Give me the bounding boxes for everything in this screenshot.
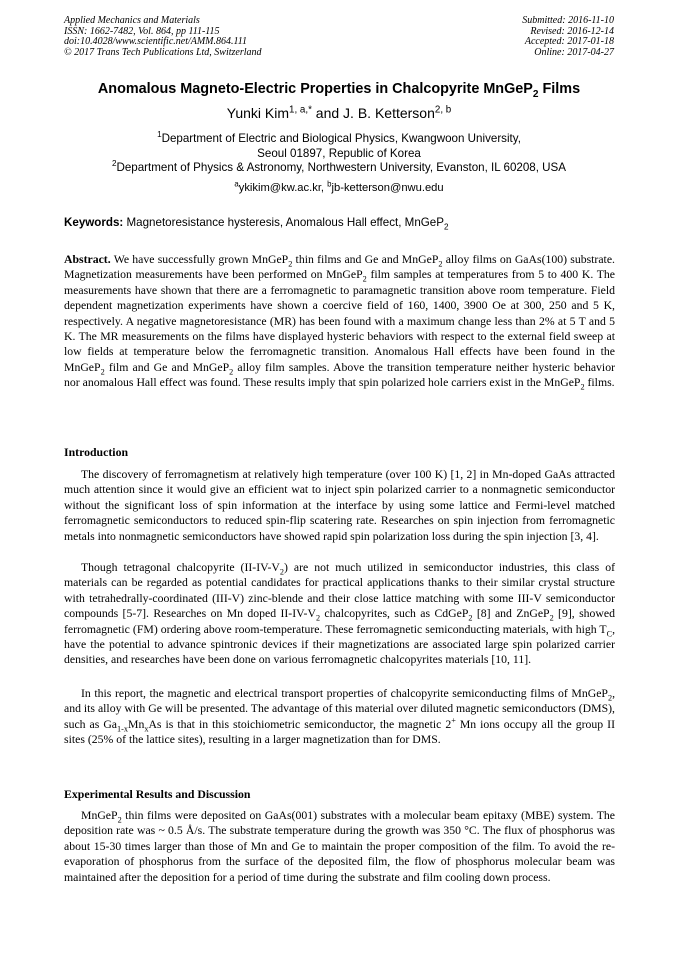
journal-doi: doi:10.4028/www.scientific.net/AMM.864.111 <box>64 36 248 47</box>
exp-text: thin films were deposited on GaAs(001) substrates with a molecular beam epitaxy (MBE) system. The deposition rate was ~ 0.5 Å/s. The substrate temperature during the growth was 350 °C. The flux of phosphorus was about 15-30 times larger than those of Mn and Ge to maintain the proper composition of the film. To avoid the re-evaporation of phosphorus from the surface of the deposited film, the flow of phosphorus molecular beam was maintained after the deposition for a period of time during the substrate and film cooling down process. <box>64 809 615 884</box>
email-b-mark: b <box>327 179 332 189</box>
intro-text: ) are not much utilized in semiconductor industries, this class of materials can be regarded as potential candidates for practical applications thanks to their similar crystal structure with tetrahedrally-coordinated (III-V) zinc-blende and their close lattice matching with some III-V semiconductor compounds [5-7]. Researches on Mn doped II-IV-V <box>64 561 616 621</box>
intro-text: In this report, the magnetic and electrical transport properties of chalcopyrite semiconducting films of MnGeP <box>81 687 608 700</box>
sub-2: 2 <box>279 567 285 577</box>
sub-c: C <box>606 628 613 638</box>
intro-text: Mn <box>128 717 145 731</box>
journal-issn: ISSN: 1662-7482, Vol. 864, pp 111-115 <box>64 25 220 37</box>
section-heading-experimental: Experimental Results and Discussion <box>64 787 251 801</box>
publication-dates <box>374 16 614 58</box>
author-second-marks: 2, b <box>434 104 452 116</box>
abstract-text: thin films and Ge and MnGeP <box>292 253 439 266</box>
journal-info <box>64 16 364 58</box>
affiliation-2-text: Department of Physics & Astronomy, Northwestern University, Evanston, IL 60208, USA <box>116 161 567 174</box>
abstract <box>64 252 615 391</box>
affiliation-1 <box>40 131 638 161</box>
intro-text: , have the potential to advance spintronic devices if their magnetizations are associated large spin polarized carrier densities, and researches have been done on various ferromagnetic chalcopyrites materials [10, 11]. <box>64 622 615 667</box>
experimental-paragraph-1 <box>64 808 615 885</box>
sub-2: 2 <box>100 367 105 377</box>
intro-text: chalcopyrites, such as CdGeP <box>320 607 469 621</box>
intro-text: [8] and ZnGeP <box>472 607 550 621</box>
abstract-text: film samples at temperatures from 5 to 400 K. The measurements have shown that there are a ferromagnetic to paramagnetic transition above room temperature. Field dependent magnetization experiments have shown a coercive field of 160, 1400, 3900 Oe at 300, 250 and 5 K, respectively. A negative magnetoresistance (MR) has been found with a maximum change less than 2% at 5 T and 5 K. The MR measurements on the films have displayed hysteric behaviors with respect to the external field sweep at low fields at temperature below the ferromagnetic transition. Anomalous Hall effects have been found in the MnGeP <box>64 268 615 374</box>
keywords <box>64 215 616 230</box>
sub-2: 2 <box>438 259 443 269</box>
date-online: Online: 2017-04-27 <box>534 46 614 58</box>
sub-2: 2 <box>315 613 321 623</box>
author-first-marks: 1, a,* <box>289 104 312 116</box>
intro-paragraph-1: The discovery of ferromagnetism at relatively high temperature (over 100 K) [1, 2] in Mn-doped GaAs attracted much attention since it would give an efficient wat to inject spin polarized carrier to a nonmagnetic semiconductor without the significant loss of spin information at the interface by using some lattice and Fermi-level matched ferromagnetic semiconductors to reduced spin-flip scatering rate. Researches on spin injection from ferromagnetic metals into nonmagnetic semiconductors have showed rapid spin polarization loss during the spin injection [3, 4]. <box>64 468 615 543</box>
email-a: ykikim@kw.ac.kr, <box>238 182 328 194</box>
abstract-text: films. <box>584 376 615 390</box>
sub-2: 2 <box>362 274 367 284</box>
journal-name: Applied Mechanics and Materials <box>64 15 200 26</box>
sub-x: x <box>144 724 149 734</box>
keywords-text: Magnetoresistance hysteresis, Anomalous Hall effect, MnGeP <box>123 216 444 229</box>
affiliation-2-mark: 2 <box>111 159 117 169</box>
sup-plus: + <box>451 715 456 725</box>
sub-2: 2 <box>607 693 613 703</box>
title-main: Anomalous Magneto-Electric Properties in Chalcopyrite MnGeP <box>97 81 533 97</box>
section-heading-introduction: Introduction <box>64 445 129 459</box>
exp-text: MnGeP <box>81 809 118 822</box>
keywords-label: Keywords: <box>64 216 124 229</box>
title-sub: 2 <box>532 88 539 100</box>
affiliation-1-text: Department of Electric and Biological Physics, Kwangwoon University, <box>161 132 521 145</box>
email-a-mark: a <box>234 179 239 189</box>
date-revised: Revised: 2016-12-14 <box>530 25 614 37</box>
journal-copyright: © 2017 Trans Tech Publications Ltd, Switzerland <box>64 46 262 58</box>
date-accepted: Accepted: 2017-01-18 <box>524 36 614 47</box>
author-emails <box>40 181 638 195</box>
affiliation-1-mark: 1 <box>157 130 162 140</box>
sub-2: 2 <box>549 613 554 623</box>
date-submitted: Submitted: 2016-11-10 <box>522 15 614 26</box>
abstract-text: alloy films on GaAs(100) substrate. Magnetization measurements have been performed on MnGeP <box>64 253 615 282</box>
intro-text: [9], showed ferromagnetic (FM) ordering above room-temperature. These ferromagnetic semiconducting materials, with high T <box>64 607 615 636</box>
intro-paragraph-2 <box>64 560 615 668</box>
sub-2: 2 <box>468 613 473 623</box>
abstract-text: film and Ge and MnGeP <box>104 360 230 374</box>
keywords-sub: 2 <box>443 222 449 232</box>
paper-title <box>40 80 638 98</box>
sub-1-x: 1-x <box>117 724 128 734</box>
email-b: jb-ketterson@nwu.edu <box>331 182 444 194</box>
author-second: and J. B. Ketterson <box>311 105 435 121</box>
affiliation-2 <box>40 160 638 175</box>
sub-2: 2 <box>288 259 293 269</box>
sub-2: 2 <box>229 367 234 377</box>
affiliation-1-line2: Seoul 01897, Republic of Korea <box>257 147 421 160</box>
affiliation-1-line1 <box>40 131 638 146</box>
abstract-text: alloy film samples. Above the transition temperature neither hysteric behavior nor anomalous Hall effect was found. These results imply that spin polarized hole carriers exist in the MnGeP <box>64 360 615 390</box>
abstract-text: We have successfully grown MnGeP <box>110 253 289 266</box>
author-list <box>40 104 638 122</box>
intro-text: Though tetragonal chalcopyrite (II-IV-V <box>81 561 280 574</box>
intro-text: , and its alloy with Ge will be presented. The advantage of this material over diluted magnetic semiconductors (DMS), such as Ga <box>64 687 615 731</box>
sub-2: 2 <box>117 815 122 825</box>
intro-text: Mn ions occupy all the group II sites (25% of the lattice sites), resulting in a larger magnetization than for DMS. <box>64 717 615 747</box>
abstract-label: Abstract. <box>64 253 111 266</box>
author-first: Yunki Kim <box>226 105 290 121</box>
intro-paragraph-3 <box>64 686 615 748</box>
title-tail: Films <box>538 81 581 97</box>
intro-text: As is that in this stoichiometric semiconductor, the magnetic 2 <box>148 717 452 731</box>
sub-2: 2 <box>580 382 585 392</box>
